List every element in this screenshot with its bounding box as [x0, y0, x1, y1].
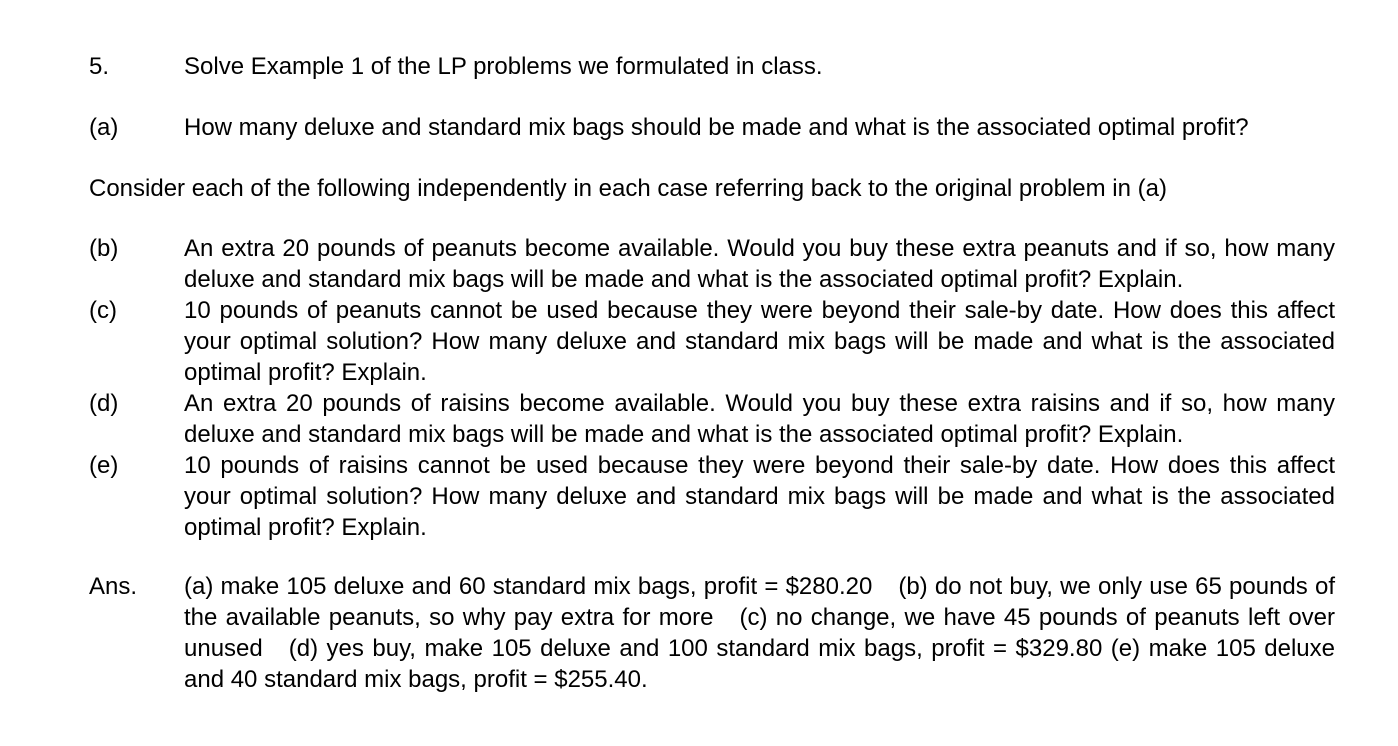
- part-label: (a): [89, 114, 119, 141]
- part-text: An extra 20 pounds of peanuts become available. Would you buy these extra peanuts and if so, how many deluxe and standard mix bags will be made and what is the associated optimal profit? Explain.: [184, 235, 1335, 293]
- answer-e: (e) make 105 deluxe and 40 standard mix bags, profit = $255.40.: [184, 635, 1335, 693]
- answer-b: (b) do not buy, we only use 65 pounds of the available peanuts, so why pay extra for more: [184, 573, 1335, 631]
- answer-c: (c) no change, we have 45 pounds of peanuts left over unused: [184, 604, 1335, 662]
- answer-d: (d) yes buy, make 105 deluxe and 100 standard mix bags, profit = $329.80: [288, 635, 1103, 662]
- question-text: Solve Example 1 of the LP problems we formulated in class.: [184, 53, 823, 80]
- instruction-text: Consider each of the following independently in each case referring back to the original problem in (a): [89, 175, 1167, 202]
- part-label: (b): [89, 235, 119, 262]
- answer-text: [184, 571, 1335, 695]
- part-label: (e): [89, 452, 119, 479]
- part-text: An extra 20 pounds of raisins become available. Would you buy these extra raisins and if so, how many deluxe and standard mix bags will be made and what is the associated optimal profit? Explain.: [184, 390, 1335, 448]
- part-text: 10 pounds of raisins cannot be used because they were beyond their sale-by date. How does this affect your optimal solution? How many deluxe and standard mix bags will be made and what is the associated optimal profit? Explain.: [184, 452, 1335, 541]
- answer-label: Ans.: [89, 573, 138, 600]
- part-label: (c): [89, 297, 117, 324]
- part-label: (d): [89, 390, 119, 417]
- answer-a: (a) make 105 deluxe and 60 standard mix bags, profit = $280.20: [184, 573, 873, 600]
- part-text: 10 pounds of peanuts cannot be used because they were beyond their sale-by date. How does this affect your optimal solution? How many deluxe and standard mix bags will be made and what is the associated optimal profit? Explain.: [184, 297, 1335, 386]
- part-text: How many deluxe and standard mix bags should be made and what is the associated optimal profit?: [184, 114, 1249, 141]
- question-number: 5.: [89, 53, 110, 80]
